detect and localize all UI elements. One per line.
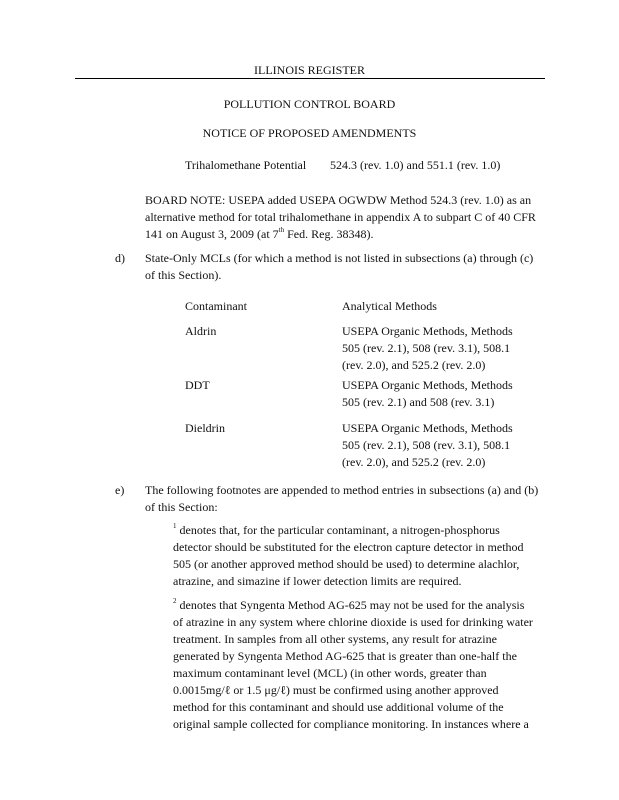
header-rule [75,78,545,79]
table-row-contaminant: DDT [185,378,210,392]
section-d-line: of this Section). [145,268,222,282]
board-note-line: BOARD NOTE: USEPA added USEPA OGWDW Method 524.3 (rev. 1.0) as an [145,193,532,207]
register-title: ILLINOIS REGISTER [254,63,365,77]
footnote-1: $^1$ denotes that, for the particular contaminant, a nitrogen-phosphorus detector should be substituted for the electron capture detector in method 505 (or another approved method should be used) to determine alachlor, atrazine, and simazine if lower detection limits are required. [173,522,524,588]
board-note [145,192,545,243]
section-e-line: of this Section: [145,500,218,514]
section-e-text [145,482,545,516]
table-row-methods: USEPA Organic Methods, Methods 505 (rev. 2.1), 508 (rev. 3.1), 508.1 (rev. 2.0), and 525.2 (rev. 2.0) [342,324,513,372]
top-methods: 524.3 (rev. 1.0) and 551.1 (rev. 1.0) [330,158,501,172]
section-d-text [145,250,545,284]
table-row-contaminant: Dieldrin [185,421,225,435]
table-header-contaminant: Contaminant [185,299,247,313]
table-row-methods: USEPA Organic Methods, Methods 505 (rev. 2.1), 508 (rev. 3.1), 508.1 (rev. 2.0), and 525.2 (rev. 2.0) [342,421,513,469]
table-header-methods: Analytical Methods [342,299,437,313]
footnote-marker: 2 [173,597,177,605]
table-row-contaminant: Aldrin [185,324,217,338]
board-note-line: alternative method for total trihalomethane in appendix A to subpart C of 40 CFR [145,210,536,224]
footnote-2: $^2$ denotes that Syngenta Method AG-625 may not be used for the analysis of atrazine in any system where chlorine dioxide is used for drinking water treatment. In samples from all other systems, any result for atrazine generated by Syngenta Method AG-625 that is greater than one-half the maximum contaminant level (MCL) (in other words, greater than 0.0015mg/ℓ or 1.5 μg/ℓ) must be confirmed using another approved method for this contaminant and should use additional volume of the original sample collected for compliance monitoring. In instances where a [173,597,533,731]
table-row-methods: USEPA Organic Methods, Methods 505 (rev. 2.1) and 508 (rev. 3.1) [342,378,513,409]
section-d-label: d) [115,251,125,265]
section-e-line: The following footnotes are appended to method entries in subsections (a) and (b) [145,483,539,497]
section-e-label: e) [115,483,125,497]
footnote-marker: 1 [173,522,177,530]
board-title: POLLUTION CONTROL BOARD [223,97,396,111]
notice-title: NOTICE OF PROPOSED AMENDMENTS [202,126,417,140]
section-d-line: State-Only MCLs (for which a method is not listed in subsections (a) through (c) [145,251,534,265]
top-contaminant: Trihalomethane Potential [185,158,307,172]
board-note-line: 141 on August 3, 2009 (at 7th Fed. Reg. 38348). [145,226,374,241]
